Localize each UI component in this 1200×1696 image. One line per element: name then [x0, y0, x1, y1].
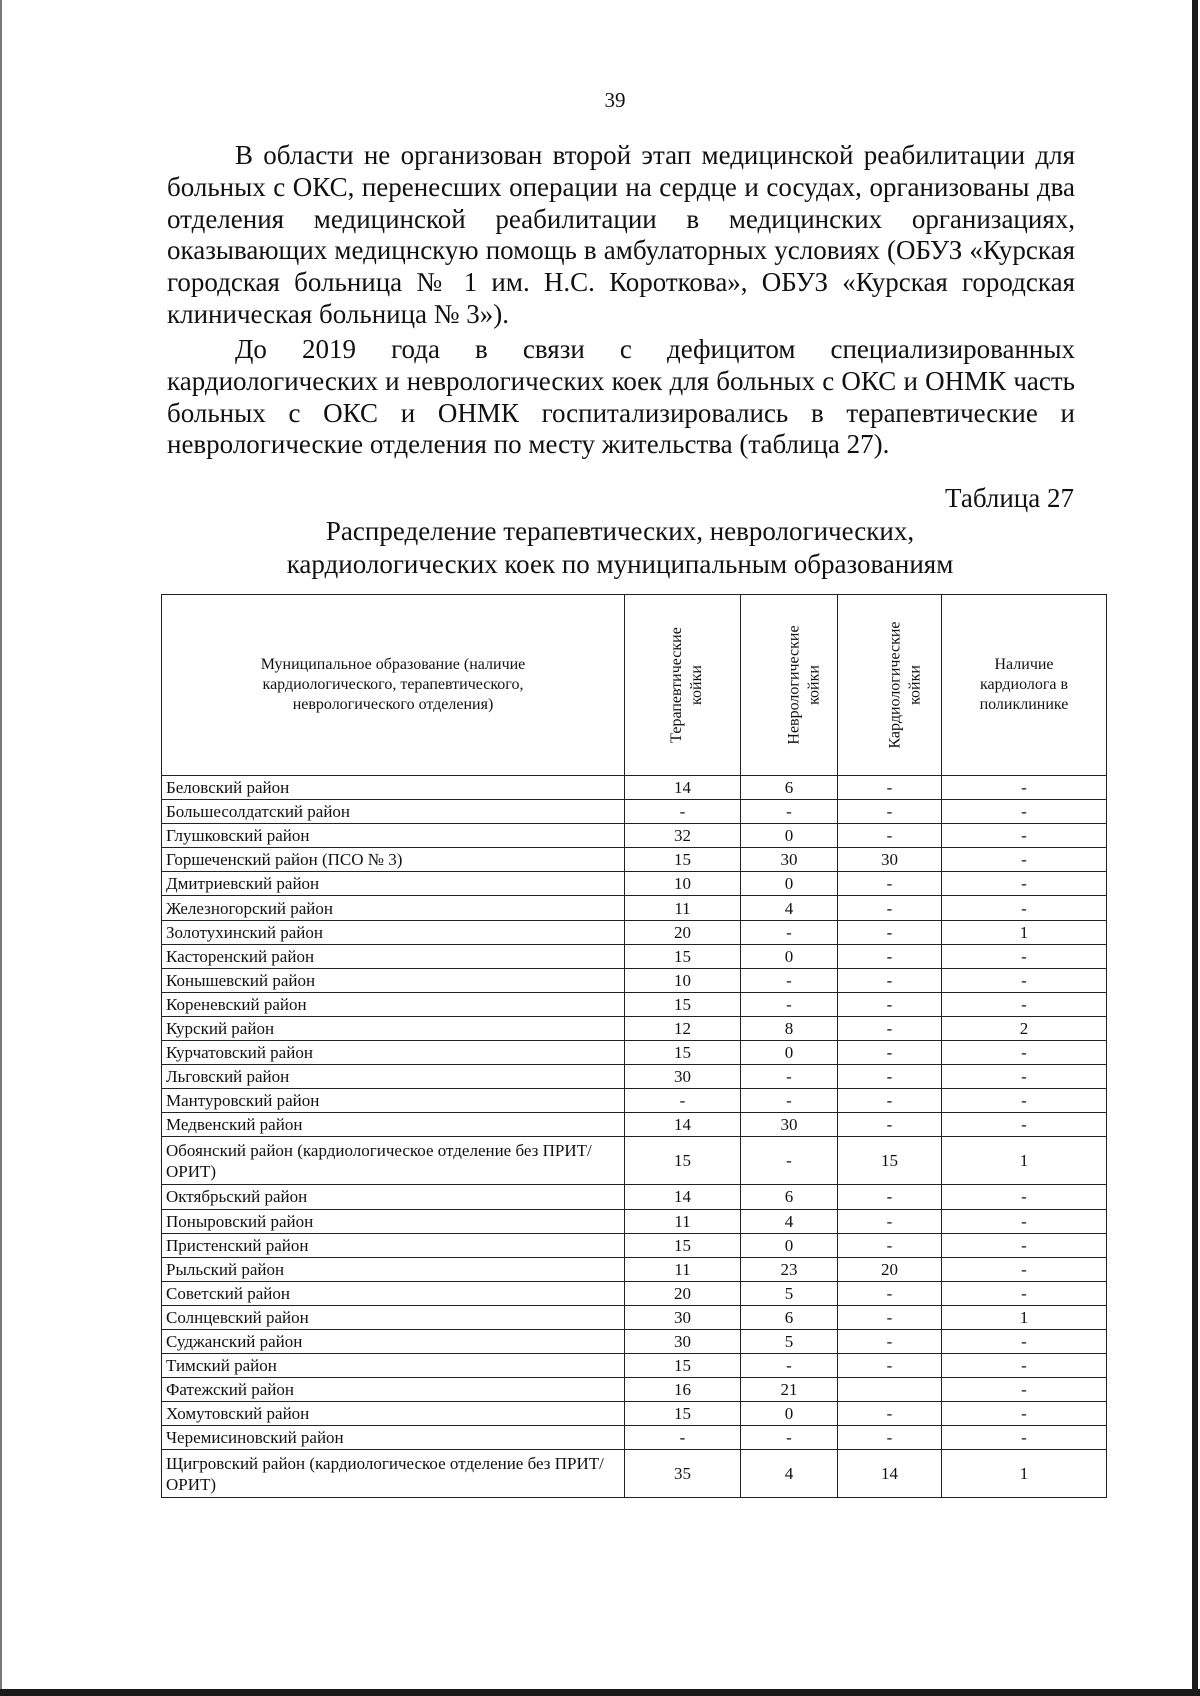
scan-edge-right: [1192, 0, 1198, 1696]
table-row: [162, 992, 1107, 1016]
cell-cardiological: -: [838, 920, 942, 944]
table-row: [162, 1281, 1107, 1305]
table-row: [162, 1233, 1107, 1257]
header-neurological-beds: Неврологические койки: [741, 595, 838, 776]
cell-cardiological: 20: [838, 1257, 942, 1281]
table-row: [162, 920, 1107, 944]
header-therapeutic-beds: Терапевтические койки: [625, 595, 741, 776]
cell-therapeutic: 35: [625, 1450, 741, 1498]
cell-neurological: 6: [741, 1185, 838, 1209]
beds-table: [161, 594, 1107, 1498]
cell-neurological: 6: [741, 776, 838, 800]
cell-cardiologist: -: [942, 1209, 1107, 1233]
cell-neurological: -: [741, 1137, 838, 1185]
table-row: [162, 1402, 1107, 1426]
cell-therapeutic: 15: [625, 1402, 741, 1426]
cell-municipality: Фатежский район: [162, 1378, 625, 1402]
table-row: [162, 968, 1107, 992]
cell-therapeutic: 30: [625, 1329, 741, 1353]
cell-neurological: 5: [741, 1281, 838, 1305]
cell-therapeutic: 11: [625, 1257, 741, 1281]
table-header-row: [162, 595, 1107, 776]
cell-cardiological: -: [838, 1281, 942, 1305]
cell-neurological: -: [741, 1426, 838, 1450]
cell-neurological: 8: [741, 1016, 838, 1040]
cell-neurological: 4: [741, 1450, 838, 1498]
cell-cardiologist: 2: [942, 1016, 1107, 1040]
cell-neurological: -: [741, 920, 838, 944]
table-row: [162, 1209, 1107, 1233]
cell-cardiological: -: [838, 824, 942, 848]
cell-therapeutic: -: [625, 800, 741, 824]
cell-cardiological: -: [838, 1065, 942, 1089]
cell-cardiologist: -: [942, 824, 1107, 848]
cell-neurological: -: [741, 968, 838, 992]
cell-municipality: Поныровский район: [162, 1209, 625, 1233]
cell-neurological: 30: [741, 1113, 838, 1137]
table-caption-line-2: кардиологических коек по муниципальным образованиям: [286, 549, 954, 579]
cell-therapeutic: 11: [625, 896, 741, 920]
cell-municipality: Мантуровский район: [162, 1089, 625, 1113]
cell-therapeutic: 15: [625, 1041, 741, 1065]
cell-municipality: Медвенский район: [162, 1113, 625, 1137]
cell-cardiologist: -: [942, 800, 1107, 824]
cell-cardiological: -: [838, 944, 942, 968]
scan-edge-left: [0, 0, 2, 1696]
paragraph-hospitalization: До 2019 года в связи с дефицитом специализированных кардиологических и неврологических коек для больных с ОКС и ОНМК часть больных с ОКС и ОНМК госпитализировались в терапевтические и неврологические отделения по месту жительства (таблица 27).: [167, 334, 1075, 460]
cell-cardiologist: 1: [942, 920, 1107, 944]
cell-cardiologist: -: [942, 992, 1107, 1016]
cell-cardiologist: 1: [942, 1137, 1107, 1185]
cell-cardiologist: -: [942, 896, 1107, 920]
cell-cardiological: -: [838, 1233, 942, 1257]
cell-municipality: Льговский район: [162, 1065, 625, 1089]
cell-cardiologist: -: [942, 848, 1107, 872]
cell-cardiologist: -: [942, 1426, 1107, 1450]
table-row: [162, 944, 1107, 968]
cell-municipality: Дмитриевский район: [162, 872, 625, 896]
cell-therapeutic: 12: [625, 1016, 741, 1040]
cell-municipality: Золотухинский район: [162, 920, 625, 944]
table-caption: [190, 515, 1050, 581]
cell-cardiological: -: [838, 1402, 942, 1426]
cell-municipality: Беловский район: [162, 776, 625, 800]
table-row: [162, 1378, 1107, 1402]
table-row: [162, 1065, 1107, 1089]
table-row: [162, 872, 1107, 896]
cell-municipality: Большесолдатский район: [162, 800, 625, 824]
cell-cardiologist: -: [942, 1402, 1107, 1426]
cell-cardiologist: -: [942, 1233, 1107, 1257]
table-row: [162, 800, 1107, 824]
cell-cardiological: -: [838, 896, 942, 920]
cell-municipality: Суджанский район: [162, 1329, 625, 1353]
cell-neurological: -: [741, 1065, 838, 1089]
cell-cardiologist: -: [942, 1065, 1107, 1089]
table-row: [162, 1257, 1107, 1281]
cell-neurological: 0: [741, 1402, 838, 1426]
cell-therapeutic: 32: [625, 824, 741, 848]
cell-neurological: 30: [741, 848, 838, 872]
cell-cardiologist: -: [942, 1354, 1107, 1378]
cell-municipality: Щигровский район (кардиологическое отделение без ПРИТ/ОРИТ): [162, 1450, 625, 1498]
cell-cardiologist: -: [942, 1089, 1107, 1113]
table-row: [162, 1041, 1107, 1065]
cell-cardiologist: -: [942, 776, 1107, 800]
cell-neurological: -: [741, 992, 838, 1016]
table-row: [162, 776, 1107, 800]
cell-cardiologist: -: [942, 1185, 1107, 1209]
cell-cardiological: -: [838, 800, 942, 824]
cell-cardiologist: -: [942, 1113, 1107, 1137]
table-row: [162, 1426, 1107, 1450]
cell-neurological: 23: [741, 1257, 838, 1281]
header-cardiologist-presence: Наличие кардиолога в поликлинике: [942, 595, 1107, 776]
cell-cardiologist: -: [942, 968, 1107, 992]
cell-municipality: Хомутовский район: [162, 1402, 625, 1426]
cell-neurological: 6: [741, 1305, 838, 1329]
table-row: [162, 1137, 1107, 1185]
cell-neurological: 5: [741, 1329, 838, 1353]
cell-neurological: 21: [741, 1378, 838, 1402]
cell-neurological: 0: [741, 1233, 838, 1257]
cell-cardiological: -: [838, 872, 942, 896]
table-row: [162, 848, 1107, 872]
table-row: [162, 824, 1107, 848]
cell-therapeutic: 15: [625, 848, 741, 872]
cell-therapeutic: 14: [625, 1113, 741, 1137]
table-row: [162, 896, 1107, 920]
cell-municipality: Пристенский район: [162, 1233, 625, 1257]
header-cardiological-beds: Кардиологические койки: [838, 595, 942, 776]
cell-therapeutic: 20: [625, 920, 741, 944]
cell-municipality: Горшеченский район (ПСО № 3): [162, 848, 625, 872]
cell-municipality: Железногорский район: [162, 896, 625, 920]
cell-neurological: 0: [741, 872, 838, 896]
table-body: [162, 776, 1107, 1498]
cell-neurological: -: [741, 1089, 838, 1113]
cell-municipality: Кореневский район: [162, 992, 625, 1016]
cell-cardiologist: -: [942, 944, 1107, 968]
cell-therapeutic: -: [625, 1089, 741, 1113]
cell-cardiological: [838, 1378, 942, 1402]
cell-therapeutic: 15: [625, 944, 741, 968]
cell-cardiological: 14: [838, 1450, 942, 1498]
cell-therapeutic: 15: [625, 992, 741, 1016]
cell-cardiologist: -: [942, 1257, 1107, 1281]
cell-cardiological: -: [838, 968, 942, 992]
cell-cardiological: -: [838, 1113, 942, 1137]
cell-therapeutic: 30: [625, 1305, 741, 1329]
header-municipality: Муниципальное образование (наличие кардиологического, терапевтического, неврологического отделения): [162, 595, 625, 776]
cell-therapeutic: 15: [625, 1354, 741, 1378]
cell-cardiological: -: [838, 992, 942, 1016]
cell-neurological: 4: [741, 1209, 838, 1233]
cell-cardiological: -: [838, 1354, 942, 1378]
cell-therapeutic: 10: [625, 968, 741, 992]
cell-municipality: Курский район: [162, 1016, 625, 1040]
cell-neurological: 0: [741, 944, 838, 968]
cell-therapeutic: 10: [625, 872, 741, 896]
cell-cardiological: 15: [838, 1137, 942, 1185]
cell-municipality: Конышевский район: [162, 968, 625, 992]
cell-neurological: 0: [741, 1041, 838, 1065]
cell-municipality: Рыльский район: [162, 1257, 625, 1281]
cell-municipality: Обоянский район (кардиологическое отделение без ПРИТ/ОРИТ): [162, 1137, 625, 1185]
table-row: [162, 1016, 1107, 1040]
cell-cardiologist: -: [942, 1378, 1107, 1402]
cell-cardiologist: -: [942, 872, 1107, 896]
table-row: [162, 1354, 1107, 1378]
scan-edge-bottom: [0, 1689, 1200, 1696]
cell-therapeutic: 15: [625, 1137, 741, 1185]
cell-therapeutic: 14: [625, 776, 741, 800]
cell-municipality: Касторенский район: [162, 944, 625, 968]
cell-municipality: Солнцевский район: [162, 1305, 625, 1329]
cell-therapeutic: 15: [625, 1233, 741, 1257]
cell-neurological: 4: [741, 896, 838, 920]
cell-municipality: Черемисиновский район: [162, 1426, 625, 1450]
cell-neurological: -: [741, 800, 838, 824]
cell-cardiologist: 1: [942, 1450, 1107, 1498]
cell-therapeutic: 14: [625, 1185, 741, 1209]
table-row: [162, 1089, 1107, 1113]
cell-therapeutic: 11: [625, 1209, 741, 1233]
table-caption-line-1: Распределение терапевтических, неврологических,: [325, 516, 915, 546]
cell-neurological: -: [741, 1354, 838, 1378]
table-label: Таблица 27: [945, 483, 1074, 513]
cell-cardiological: -: [838, 1185, 942, 1209]
cell-municipality: Тимский район: [162, 1354, 625, 1378]
cell-cardiological: 30: [838, 848, 942, 872]
cell-therapeutic: -: [625, 1426, 741, 1450]
cell-cardiologist: -: [942, 1329, 1107, 1353]
cell-cardiological: -: [838, 1329, 942, 1353]
cell-cardiological: -: [838, 776, 942, 800]
table-row: [162, 1329, 1107, 1353]
cell-cardiologist: 1: [942, 1305, 1107, 1329]
cell-cardiological: -: [838, 1016, 942, 1040]
cell-municipality: Октябрьский район: [162, 1185, 625, 1209]
cell-cardiologist: -: [942, 1281, 1107, 1305]
table-row: [162, 1450, 1107, 1498]
page-number: 39: [604, 88, 626, 112]
cell-therapeutic: 30: [625, 1065, 741, 1089]
cell-municipality: Глушковский район: [162, 824, 625, 848]
table-row: [162, 1305, 1107, 1329]
cell-cardiological: -: [838, 1041, 942, 1065]
cell-cardiologist: -: [942, 1041, 1107, 1065]
cell-cardiological: -: [838, 1305, 942, 1329]
cell-therapeutic: 16: [625, 1378, 741, 1402]
table-row: [162, 1185, 1107, 1209]
cell-municipality: Курчатовский район: [162, 1041, 625, 1065]
paragraph-rehabilitation: В области не организован второй этап медицинской реабилитации для больных с ОКС, перенесших операции на сердце и сосудах, организованы два отделения медицинской реабилитации в медицинских организациях, оказывающих медицнскую помощь в амбулаторных условиях (ОБУЗ «Курская городская больница № 1 им. Н.С. Короткова», ОБУЗ «Курская городская клиническая больница № 3»).: [167, 140, 1075, 329]
cell-cardiological: -: [838, 1089, 942, 1113]
cell-cardiological: -: [838, 1426, 942, 1450]
table-row: [162, 1113, 1107, 1137]
cell-municipality: Советский район: [162, 1281, 625, 1305]
cell-therapeutic: 20: [625, 1281, 741, 1305]
cell-cardiological: -: [838, 1209, 942, 1233]
cell-neurological: 0: [741, 824, 838, 848]
